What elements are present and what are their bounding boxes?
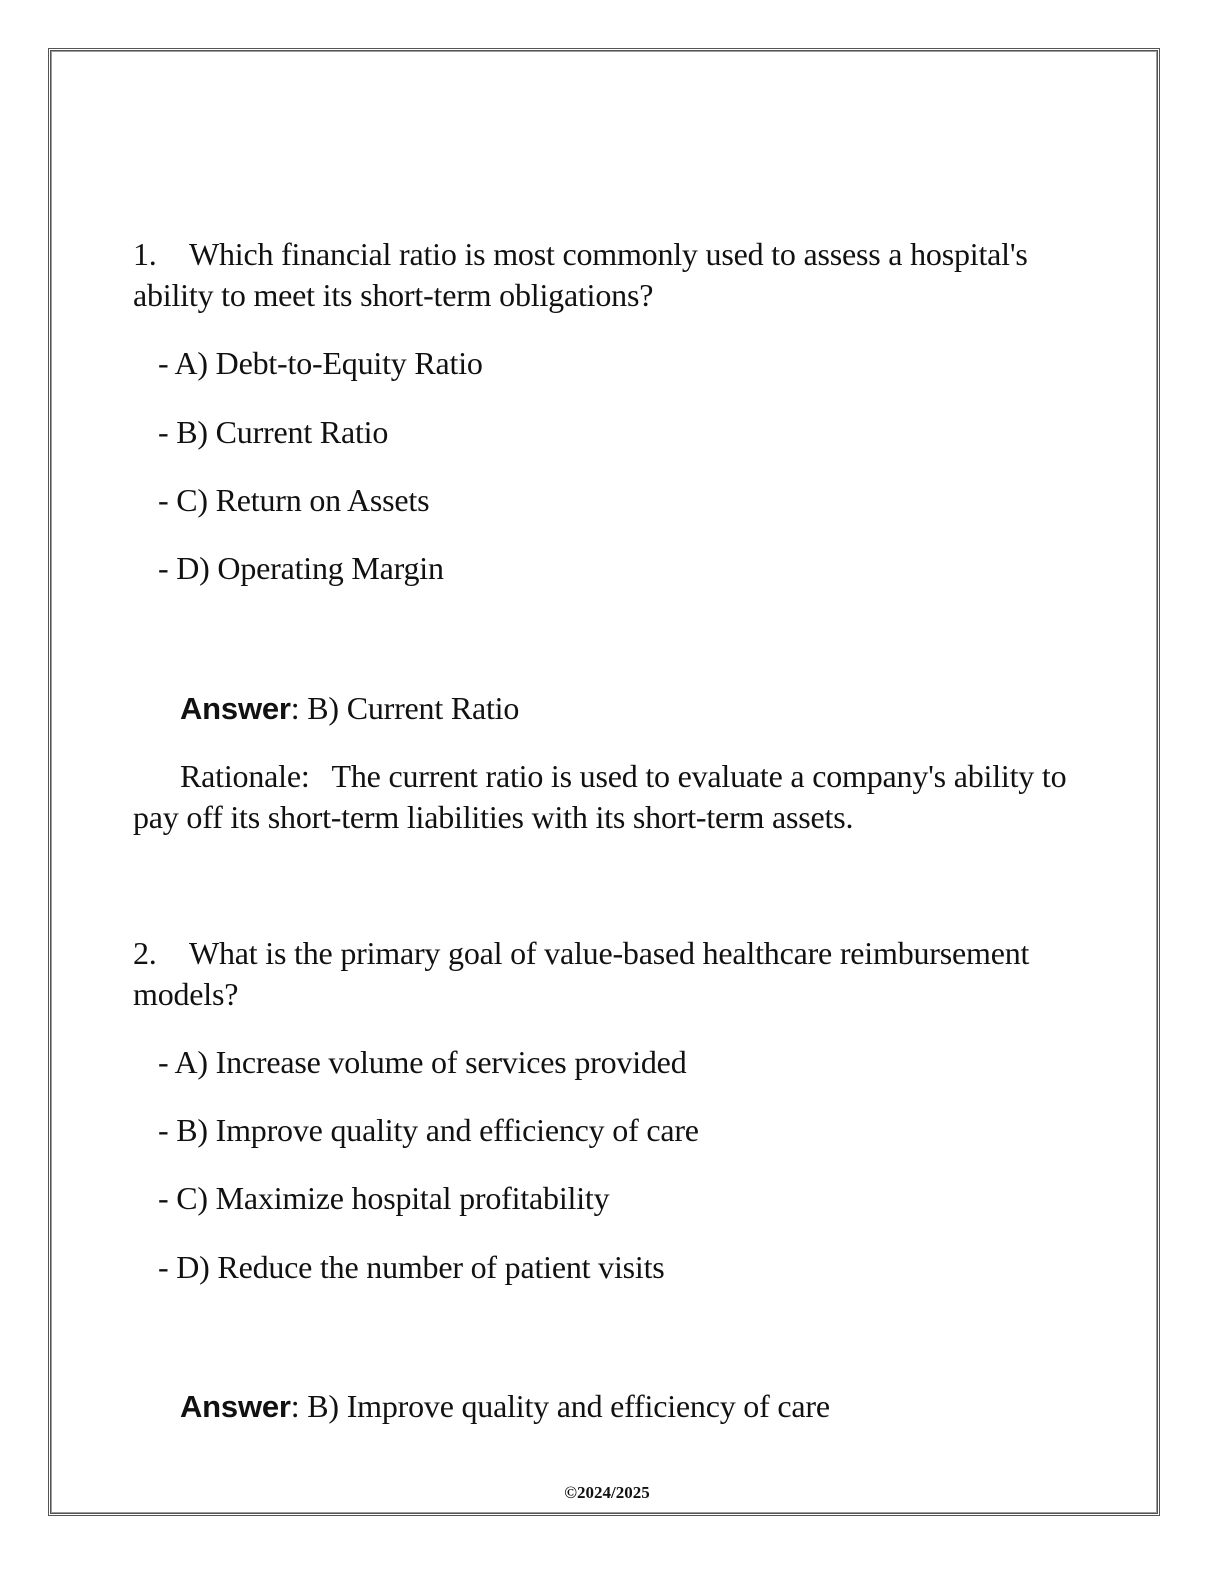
question-2-option-c: - C) Maximize hospital profitability <box>158 1180 610 1216</box>
question-1-option-d: - D) Operating Margin <box>158 550 444 586</box>
question-1-text: Which financial ratio is most commonly used to assess a hospital's ability to meet its short-term obligations? <box>133 236 1028 313</box>
question-1-number: 1. <box>133 236 157 272</box>
question-2-answer <box>180 1386 1080 1427</box>
question-1-option-a: - A) Debt-to-Equity Ratio <box>158 345 483 381</box>
question-2-option-a: - A) Increase volume of services provided <box>158 1044 687 1080</box>
question-1-answer <box>180 688 1080 729</box>
question-1-rationale <box>133 756 1073 838</box>
rationale-text: The current ratio is used to evaluate a company's ability to pay off its short-term liabilities with its short-term assets. <box>133 758 1067 835</box>
question-2 <box>133 933 1053 1015</box>
answer-label: Answer <box>180 691 291 726</box>
page-footer: ©2024/2025 <box>564 1483 650 1502</box>
answer-label: Answer <box>180 1389 291 1424</box>
question-2-number: 2. <box>133 935 157 971</box>
question-1-option-b: - B) Current Ratio <box>158 414 389 450</box>
rationale-label: Rationale: <box>180 758 310 794</box>
answer-text: : B) Improve quality and efficiency of care <box>290 1388 830 1424</box>
question-2-text: What is the primary goal of value-based healthcare reimbursement models? <box>133 935 1030 1012</box>
question-2-option-b: - B) Improve quality and efficiency of care <box>158 1112 699 1148</box>
question-2-option-d: - D) Reduce the number of patient visits <box>158 1249 665 1285</box>
answer-text: : B) Current Ratio <box>290 690 520 726</box>
question-1 <box>133 234 1053 316</box>
question-1-option-c: - C) Return on Assets <box>158 482 430 518</box>
